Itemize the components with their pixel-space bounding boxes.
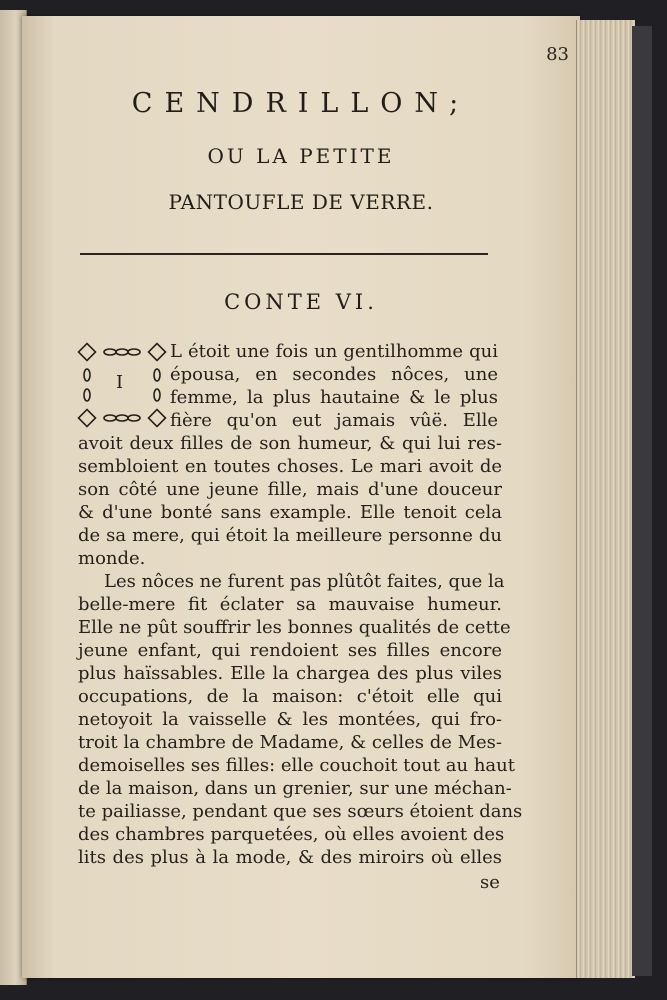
text-line: netoyoit la vaisselle & les montées, qui fro- <box>78 709 502 730</box>
text-line: Les nôces ne furent pas plûtôt faites, que la <box>104 571 505 592</box>
text-line: occupations, de la maison: c'étoit elle qui <box>78 686 502 707</box>
text-line: jeune enfant, qui rendoient ses filles encore <box>78 640 502 661</box>
text-line: monde. <box>78 548 146 569</box>
text-line: avoit deux filles de son humeur, & qui lui res- <box>78 433 502 454</box>
text-line: fière qu'on eut jamais vûë. Elle <box>170 410 498 431</box>
story-title: CENDRILLON; <box>131 88 471 119</box>
text-line: demoiselles ses filles: elle couchoit tout au haut <box>78 755 515 776</box>
catchword: se <box>480 872 500 893</box>
text-line: Elle ne pût souffrir les bonnes qualités de cette <box>78 617 511 638</box>
text-line: de la maison, dans un grenier, sur une méchan- <box>78 778 512 799</box>
text-line: troit la chambre de Madame, & celles de Mes- <box>78 732 502 753</box>
drop-initial-letter: I <box>116 372 124 393</box>
title-rule <box>80 253 488 255</box>
text-line: femme, la plus hautaine & le plus <box>170 387 498 408</box>
page-number: 83 <box>546 44 569 65</box>
text-line: des chambres parquetées, où elles avoient des <box>78 824 505 845</box>
chapter-heading: CONTE VI. <box>224 290 378 314</box>
text-line: épousa, en secondes nôces, une <box>170 364 498 385</box>
ornamental-initial-frame-icon <box>76 342 172 430</box>
text-line: te pailiasse, pendant que ses sœurs étoient dans <box>78 801 523 822</box>
text-line: son côté une jeune fille, mais d'une douceur <box>78 479 502 500</box>
text-line: sembloient en toutes choses. Le mari avoit de <box>78 456 502 477</box>
text-line: & d'une bonté sans example. Elle tenoit cela <box>78 502 502 523</box>
text-line: belle-mere fit éclater sa mauvaise humeur. <box>78 594 502 615</box>
page-fore-edge <box>576 20 635 978</box>
book-cover-edge <box>632 26 652 976</box>
text-line: L étoit une fois un gentilhomme qui <box>170 341 498 362</box>
story-subtitle-line-2: PANTOUFLE DE VERRE. <box>168 190 434 214</box>
text-line: lits des plus à la mode, & des miroirs où elles <box>78 847 502 868</box>
text-line: de sa mere, qui étoit la meilleure personne du <box>78 525 502 546</box>
text-line: plus haïssables. Elle la chargea des plus viles <box>78 663 502 684</box>
story-subtitle-line-1: OU LA PETITE <box>207 144 395 168</box>
